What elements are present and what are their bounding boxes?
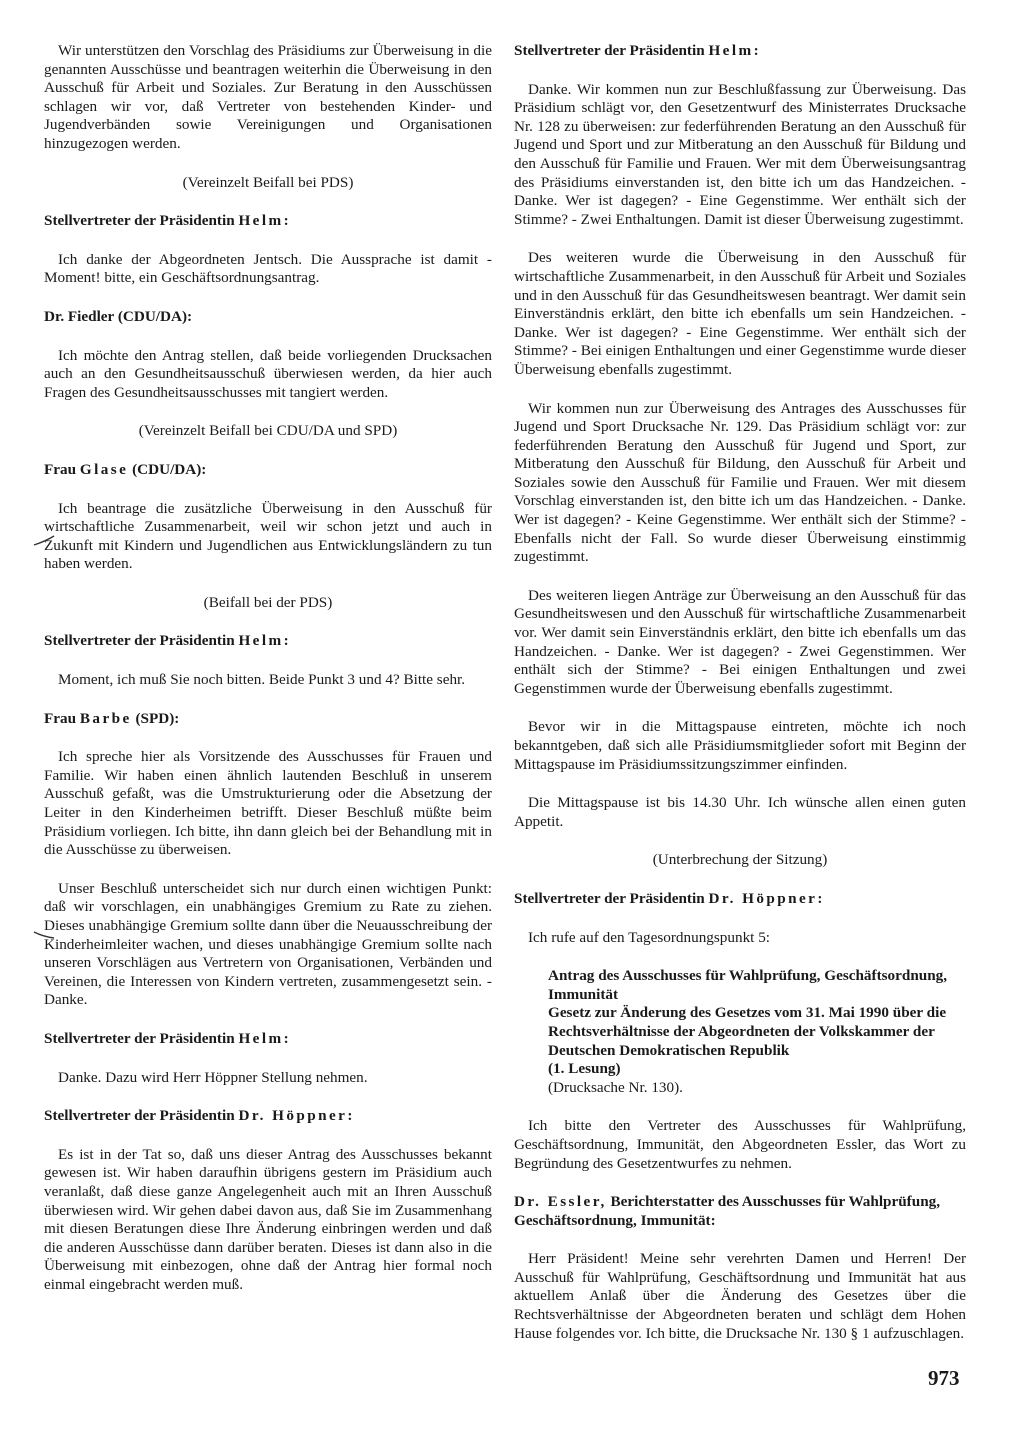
paragraph: Ich bitte den Vertreter des Ausschusses für Wahlprüfung, Geschäftsordnung, Immunität, den Abgeordneten Essler, das Wort zu Begründung des Gesetzentwurfes zu nehmen.: [514, 1117, 966, 1172]
paragraph: Moment, ich muß Sie noch bitten. Beide Punkt 3 und 4? Bitte sehr.: [58, 671, 466, 689]
document-reference: (Drucksache Nr. 130).: [548, 1078, 683, 1096]
paragraph: Ich beantrage die zusätzliche Überweisung in den Ausschuß für wirtschaftliche Zusammenarbeit, weil wir schon jetzt und auch in Zukunft mit Kindern und Jugendlichen aus Entwicklungsländern zu tun haben werden.: [44, 499, 492, 573]
page-number: 973: [928, 1366, 960, 1390]
paragraph: Ich danke der Abgeordneten Jentsch. Die Aussprache ist damit - Moment! bitte, ein Geschäftsordnungsantrag.: [44, 250, 492, 287]
paragraph: Danke. Wir kommen nun zur Beschlußfassung zur Überweisung. Das Präsidium schlägt vor, den Gesetzentwurf des Ministerrates Drucksache Nr. 128 zu überweisen: zur federführenden Beratung an den Ausschuß für Jugend und Sport und zur Mitberatung an den Ausschuß für Bildung und den Ausschuß für Familie und Frauen. Wer mit dem Überweisungsantrag des Präsidiums einverstanden ist, den bitte ich um das Handzeichen. - Danke. Wer ist dagegen? - Eine Gegenstimme. Wer enthält sich der Stimme? - Zwei Enthaltungen. Damit ist dieser Überweisung zugestimmt.: [514, 80, 966, 228]
paragraph: Ich spreche hier als Vorsitzende des Ausschusses für Frauen und Familie. Wir haben einen ähnlich lautenden Beschluß in unserem Ausschuß gefaßt, was die Umstrukturierung oder die Absetzung der Leiter in den Kinderheimen betrifft. Dieser Beschluß müßte beim Präsidium vorliegen. Ich bitte, ihn dann gleich bei der Behandlung mit in die Ausschüsse zu überweisen.: [44, 748, 492, 859]
agenda-title: Antrag des Ausschusses für Wahlprüfung, Geschäftsordnung, Immunität: [548, 967, 948, 1003]
speaker-heading: Stellvertreter der Präsidentin Helm:: [44, 1029, 292, 1047]
margin-mark-icon: [32, 926, 56, 940]
speaker-heading: Stellvertreter der Präsidentin Helm:: [44, 632, 292, 650]
speaker-heading: Stellvertreter der Präsidentin Helm:: [44, 212, 292, 230]
applause-note: (Beifall bei der PDS): [203, 593, 333, 611]
session-note: (Unterbrechung der Sitzung): [652, 851, 828, 869]
reading-label: (1. Lesung): [548, 1060, 621, 1078]
paragraph: Des weiteren wurde die Überweisung in den Ausschuß für wirtschaftliche Zusammenarbeit, in den Ausschuß für Arbeit und Soziales und in den Ausschuß für das Gesundheitswesen beantragt. Wer damit sein Einverständnis erklärt, den bitte ich ebenfalls um sein Handzeichen. - Danke. Wer ist dagegen? - Eine Gegenstimme. Wer enthält sich der Stimme? - Bei einigen Enthaltungen und einer Gegenstimme wurde dieser Überweisung ebenfalls zugestimmt.: [514, 249, 966, 378]
paragraph: Wir unterstützen den Vorschlag des Präsidiums zur Überweisung in die genannten Ausschüsse und beantragen weiterhin die Überweisung in den Ausschuß für Arbeit und Soziales. Zur Beratung in den Ausschüssen schlagen wir vor, daß Vertreter von bestehenden Kinder- und Jugendverbänden sowie Vereinigungen und Organisationen hinzugezogen werden.: [44, 42, 492, 152]
applause-note: (Vereinzelt Beifall bei CDU/DA und SPD): [138, 422, 398, 440]
paragraph: Es ist in der Tat so, daß uns dieser Antrag des Ausschusses bekannt gewesen ist. Wir haben daraufhin übrigens gestern im Präsidium auch veranlaßt, daß diese ganze Angelegenheit auch mit an Ihren Ausschuß überwiesen wird. Wir gehen dabei davon aus, daß Sie im Zusammenhang mit diesen Beratungen diese Ihre Änderung einbringen werden und daß die anderen Ausschüsse dann darüber beraten. Dieses ist dann also in die Überweisung mit einbezogen, ohne daß der Antrag hier formal noch einmal eingebracht werden muß.: [44, 1145, 492, 1293]
agenda-item: [514, 967, 966, 1097]
paragraph: Ich rufe auf den Tagesordnungspunkt 5:: [528, 928, 771, 946]
paragraph: Des weiteren liegen Anträge zur Überweisung an den Ausschuß für das Gesundheitswesen und den Ausschuß für wirtschaftliche Zusammenarbeit vor. Wer damit sein Einverständnis erklärt, den bitte ich ebenfalls um das Handzeichen. - Danke. Wer ist dagegen? - Zwei Gegenstimmen. Wer enthält sich der Stimme? - Bei einigen Enthaltungen und zwei Gegenstimmen wurde der Überweisung ebenfalls zugestimmt.: [514, 586, 966, 697]
right-column: [514, 42, 966, 1363]
agenda-title: Gesetz zur Änderung des Gesetzes vom 31. Mai 1990 über die Rechtsverhältnisse der Abgeordneten der Volkskammer der Deutschen Demokratischen Republik: [548, 1004, 947, 1059]
speaker-heading: Stellvertreter der Präsidentin Dr. Höppner:: [514, 889, 825, 907]
paragraph: Unser Beschluß unterscheidet sich nur durch einen wichtigen Punkt: daß wir vorschlagen, ein unabhängiges Gremium zu Rate zu ziehen. Dieses unabhängige Gremium sollte dann über die Neuausschreibung der Kinderheimleiter wachen, und dieses unabhängige Gremium sollte nach unseren Vorschlägen aus Vertretern von Organisationen, Verbänden und Vereinen, die Interessen von Kindern vertreten, zusammengesetzt sein. - Danke.: [44, 879, 492, 1009]
speaker-heading: Frau Barbe (SPD):: [44, 709, 180, 727]
speaker-heading: Stellvertreter der Präsidentin Dr. Höppner:: [44, 1107, 355, 1125]
paragraph: Ich möchte den Antrag stellen, daß beide vorliegenden Drucksachen auch an den Gesundheitsausschuß überwiesen werden, da hier auch Fragen des Gesundheitsausschusses mit tangiert werden.: [44, 346, 492, 401]
applause-note: (Vereinzelt Beifall bei PDS): [182, 173, 354, 191]
speaker-heading: Frau Glase (CDU/DA):: [44, 460, 207, 478]
paragraph: Herr Präsident! Meine sehr verehrten Damen und Herren! Der Ausschuß für Wahlprüfung, Geschäftsordnung und Immunität hat aus aktuellem Anlaß über die Änderung des Gesetzes über die Rechtsverhältnisse der Abgeordneten beraten und schlägt dem Hohen Hause folgendes vor. Ich bitte, die Drucksache Nr. 130 § 1 aufzuschlagen.: [514, 1250, 966, 1342]
margin-mark-icon: [32, 534, 56, 548]
paragraph: Die Mittagspause ist bis 14.30 Uhr. Ich wünsche allen einen guten Appetit.: [514, 794, 966, 830]
speaker-heading: Stellvertreter der Präsidentin Helm:: [514, 42, 762, 59]
paragraph: Bevor wir in die Mittagspause eintreten, möchte ich noch bekanntgeben, daß sich alle Präsidiumsmitglieder sofort mit Beginn der Mittagspause im Präsidiumssitzungszimmer einfinden.: [514, 718, 966, 773]
speaker-heading: Dr. Fiedler (CDU/DA):: [44, 307, 193, 325]
left-column: [44, 42, 492, 1315]
paragraph: Danke. Dazu wird Herr Höppner Stellung nehmen.: [58, 1068, 368, 1086]
speaker-heading: Dr. Essler, Berichterstatter des Ausschusses für Wahlprüfung, Geschäftsordnung, Immunität:: [514, 1193, 941, 1229]
paragraph: Wir kommen nun zur Überweisung des Antrages des Ausschusses für Jugend und Sport Drucksache Nr. 129. Das Präsidium schlägt vor: zur federführenden Beratung den Ausschuß für Jugend und Sport, zur Mitberatung den Ausschuß für Bildung, den Ausschuß für Arbeit und Soziales sowie den Ausschuß für Familie und Frauen. Wer mit diesem Vorschlag einverstanden ist, den bitte ich um das Handzeichen. - Danke. Wer ist dagegen? - Keine Gegenstimme. Wer enthält sich der Stimme? - Ebenfalls nicht der Fall. So wurde dieser Überweisung einstimmig zugestimmt.: [514, 399, 966, 566]
